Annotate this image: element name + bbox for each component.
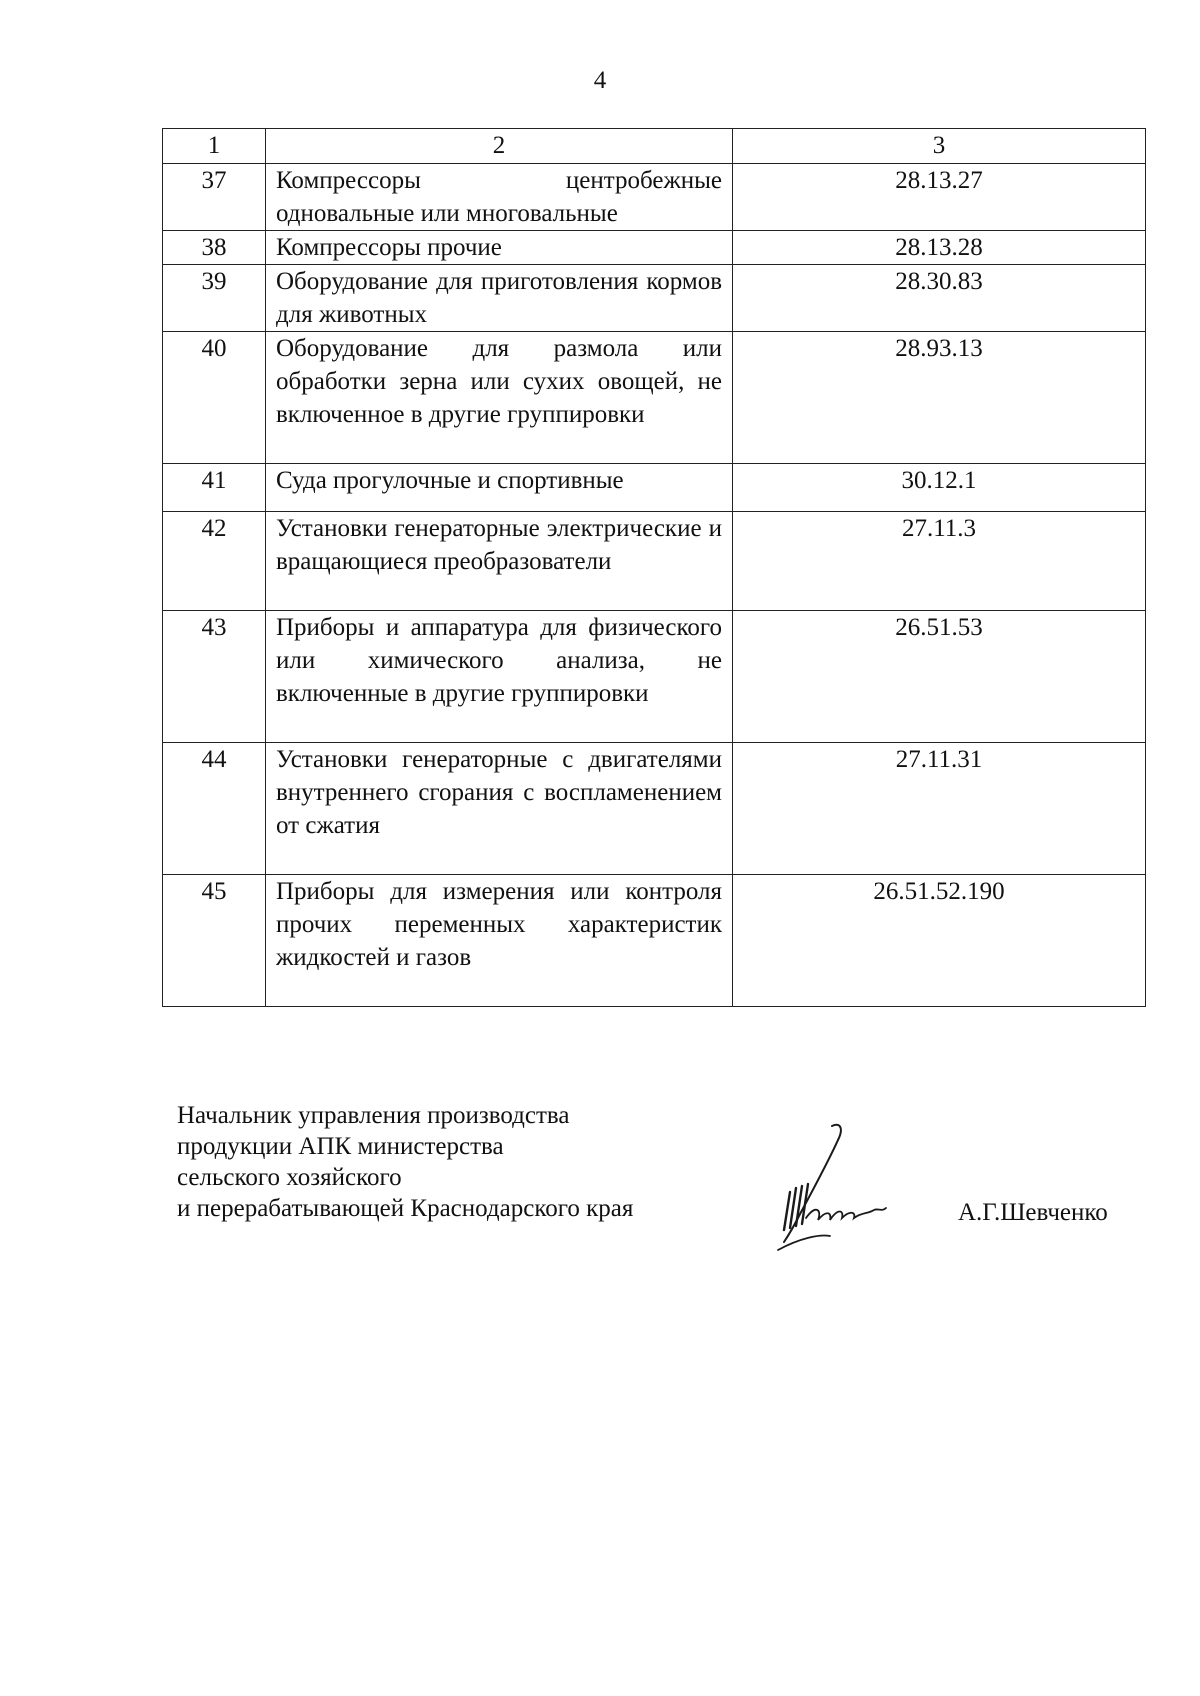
row-code: 27.11.3	[733, 512, 1146, 611]
row-number: 41	[163, 464, 266, 512]
page-number: 4	[593, 67, 607, 94]
row-number: 42	[163, 512, 266, 611]
row-number: 44	[163, 743, 266, 875]
table-row	[163, 332, 1146, 464]
signatory-line: Начальник управления производства	[177, 1102, 570, 1129]
row-number: 38	[163, 231, 266, 265]
table-row	[163, 231, 1146, 265]
row-code: 27.11.31	[733, 743, 1146, 875]
row-code: 28.30.83	[733, 265, 1146, 332]
header-col-1: 1	[163, 129, 266, 164]
row-code: 28.13.27	[733, 164, 1146, 231]
header-col-3: 3	[733, 129, 1146, 164]
handwritten-signature-icon	[770, 1118, 910, 1258]
row-number: 39	[163, 265, 266, 332]
row-code: 26.51.53	[733, 611, 1146, 743]
header-col-2: 2	[266, 129, 733, 164]
row-name: Приборы и аппаратура для физического или химического анализа, не включенные в другие группировки	[266, 611, 733, 743]
signatory-line: сельского хозяйского	[177, 1164, 402, 1191]
row-name: Установки генераторные электрические и вращающиеся преобразователи	[266, 512, 733, 611]
row-number: 40	[163, 332, 266, 464]
table-row	[163, 743, 1146, 875]
row-code: 26.51.52.190	[733, 875, 1146, 1007]
table-row	[163, 464, 1146, 512]
row-number: 37	[163, 164, 266, 231]
table-row	[163, 611, 1146, 743]
row-name: Установки генераторные с двигателями внутреннего сгорания с воспламенением от сжатия	[266, 743, 733, 875]
row-name: Оборудование для приготовления кормов для животных	[266, 265, 733, 332]
row-name: Приборы для измерения или контроля прочих переменных характеристик жидкостей и газов	[266, 875, 733, 1007]
row-code: 28.13.28	[733, 231, 1146, 265]
row-name: Оборудование для размола или обработки зерна или сухих овощей, не включенное в другие группировки	[266, 332, 733, 464]
signatory-position	[177, 1100, 633, 1224]
table-row	[163, 512, 1146, 611]
table-row	[163, 875, 1146, 1007]
table-row	[163, 164, 1146, 231]
row-number: 45	[163, 875, 266, 1007]
row-name: Компрессоры центробежные одновальные или многовальные	[266, 164, 733, 231]
row-code: 28.93.13	[733, 332, 1146, 464]
signatory-line: продукции АПК министерства	[177, 1133, 504, 1160]
row-name: Суда прогулочные и спортивные	[266, 464, 733, 512]
row-number: 43	[163, 611, 266, 743]
table-row	[163, 265, 1146, 332]
signer-name: А.Г.Шевченко	[958, 1199, 1108, 1226]
row-name: Компрессоры прочие	[266, 231, 733, 265]
row-code: 30.12.1	[733, 464, 1146, 512]
table-header-row	[163, 129, 1146, 164]
codes-table	[162, 128, 1146, 1007]
signatory-line: и перерабатывающей Краснодарского края	[177, 1195, 634, 1222]
